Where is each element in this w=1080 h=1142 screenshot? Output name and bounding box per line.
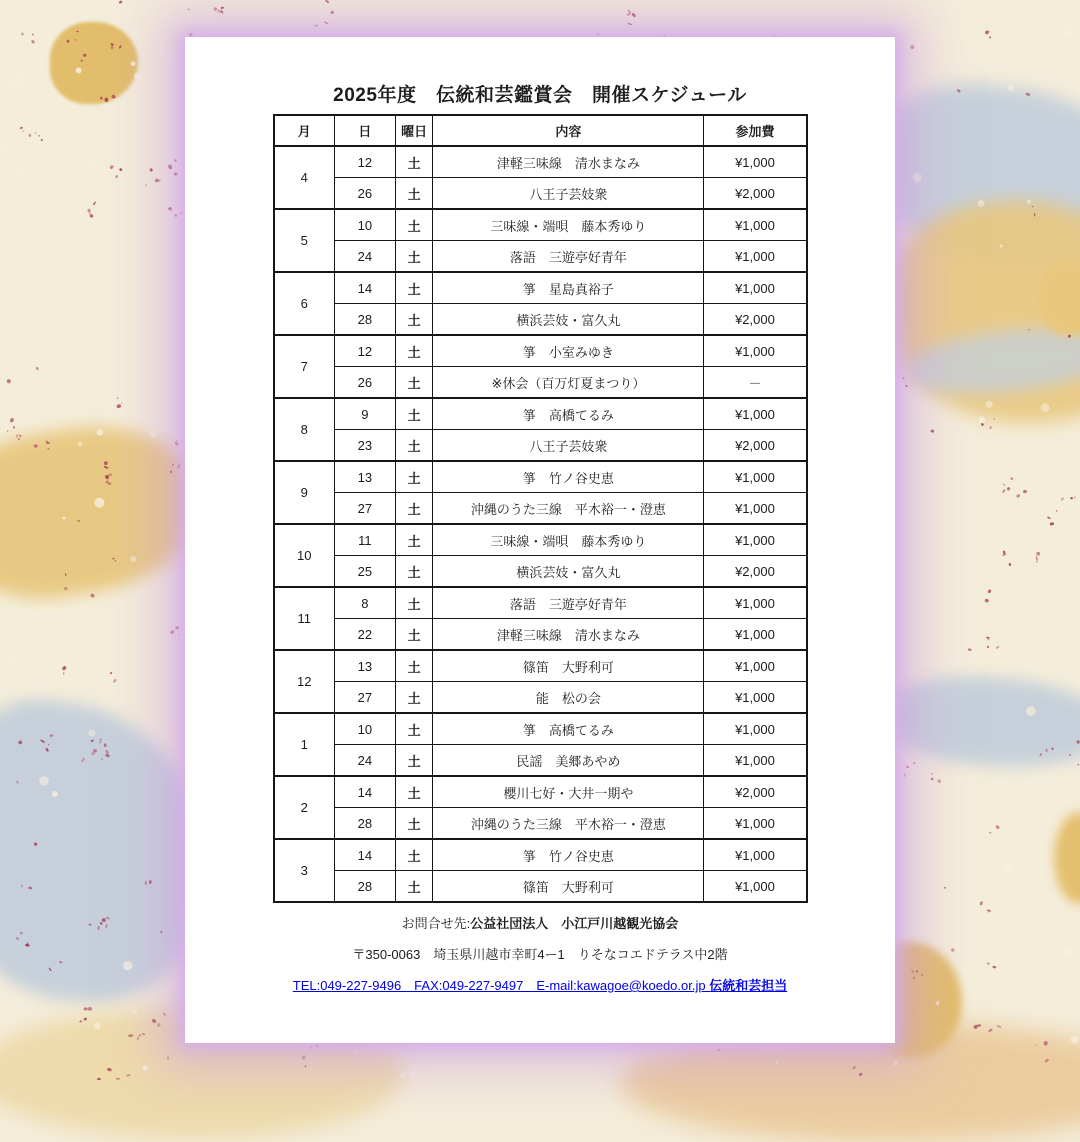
content-cell: 箏 高橋てるみ — [433, 398, 704, 430]
content-cell: 箏 竹ノ谷史恵 — [433, 461, 704, 493]
day-cell: 24 — [334, 241, 395, 273]
day-cell: 27 — [334, 493, 395, 525]
weekday-cell: 土 — [395, 871, 433, 903]
weekday-cell: 土 — [395, 650, 433, 682]
fee-cell: ¥1,000 — [704, 146, 807, 178]
content-cell: 篠笛 大野利可 — [433, 650, 704, 682]
weekday-cell: 土 — [395, 776, 433, 808]
content-cell: 三味線・端唄 藤本秀ゆり — [433, 524, 704, 556]
weekday-cell: 土 — [395, 272, 433, 304]
fee-cell: ¥1,000 — [704, 713, 807, 745]
day-cell: 24 — [334, 745, 395, 777]
address-line: 〒350-0063 埼玉県川越市幸町4ー1 りそなコエドテラス中2階 — [185, 945, 895, 964]
day-cell: 10 — [334, 209, 395, 241]
month-cell: 9 — [274, 461, 335, 524]
content-cell: 落語 三遊亭好青年 — [433, 587, 704, 619]
weekday-cell: 土 — [395, 682, 433, 714]
day-cell: 28 — [334, 808, 395, 840]
content-cell: 落語 三遊亭好青年 — [433, 241, 704, 273]
weekday-cell: 土 — [395, 241, 433, 273]
fee-cell: ¥2,000 — [704, 430, 807, 462]
content-cell: 箏 高橋てるみ — [433, 713, 704, 745]
table-row — [274, 304, 807, 336]
fee-cell: ¥1,000 — [704, 493, 807, 525]
weekday-cell: 土 — [395, 304, 433, 336]
day-cell: 11 — [334, 524, 395, 556]
month-cell: 1 — [274, 713, 335, 776]
table-row — [274, 808, 807, 840]
fee-cell: ¥1,000 — [704, 272, 807, 304]
weekday-cell: 土 — [395, 745, 433, 777]
fee-cell: ¥2,000 — [704, 556, 807, 588]
day-cell: 28 — [334, 304, 395, 336]
month-cell: 6 — [274, 272, 335, 335]
table-row — [274, 461, 807, 493]
table-row — [274, 272, 807, 304]
weekday-cell: 土 — [395, 178, 433, 210]
table-row — [274, 335, 807, 367]
fee-cell: ¥1,000 — [704, 524, 807, 556]
table-row — [274, 209, 807, 241]
content-cell: 横浜芸妓・富久丸 — [433, 304, 704, 336]
content-cell: 横浜芸妓・富久丸 — [433, 556, 704, 588]
schedule-table — [273, 114, 808, 903]
month-cell: 4 — [274, 146, 335, 209]
contact-label: お問合せ先: — [402, 916, 471, 931]
fee-cell: ¥1,000 — [704, 587, 807, 619]
day-cell: 14 — [334, 839, 395, 871]
day-cell: 27 — [334, 682, 395, 714]
fee-cell: ¥2,000 — [704, 304, 807, 336]
content-cell: 津軽三味線 清水まなみ — [433, 146, 704, 178]
month-cell: 8 — [274, 398, 335, 461]
table-row — [274, 871, 807, 903]
weekday-cell: 土 — [395, 209, 433, 241]
table-row — [274, 178, 807, 210]
fee-cell: ¥1,000 — [704, 619, 807, 651]
fee-cell: ¥1,000 — [704, 209, 807, 241]
table-row — [274, 556, 807, 588]
fee-cell: ¥2,000 — [704, 178, 807, 210]
content-cell: 沖縄のうた三線 平木裕一・澄恵 — [433, 808, 704, 840]
table-row — [274, 241, 807, 273]
table-row — [274, 839, 807, 871]
content-cell: 沖縄のうた三線 平木裕一・澄恵 — [433, 493, 704, 525]
table-row — [274, 398, 807, 430]
fee-cell: ¥1,000 — [704, 650, 807, 682]
table-row — [274, 146, 807, 178]
table-row — [274, 524, 807, 556]
day-cell: 12 — [334, 146, 395, 178]
day-cell: 10 — [334, 713, 395, 745]
table-row — [274, 587, 807, 619]
table-row — [274, 713, 807, 745]
contact-link-text: TEL:049-227-9496 FAX:049-227-9497 E-mail:kawagoe@koedo.or.jp — [293, 978, 709, 993]
table-row — [274, 776, 807, 808]
day-cell: 13 — [334, 461, 395, 493]
table-row — [274, 682, 807, 714]
month-cell: 10 — [274, 524, 335, 587]
contact-line — [185, 914, 895, 933]
table-row — [274, 619, 807, 651]
day-cell: 25 — [334, 556, 395, 588]
weekday-cell: 土 — [395, 524, 433, 556]
day-cell: 23 — [334, 430, 395, 462]
day-cell: 13 — [334, 650, 395, 682]
month-cell: 3 — [274, 839, 335, 902]
fee-cell: ¥1,000 — [704, 839, 807, 871]
fee-cell: ¥1,000 — [704, 745, 807, 777]
table-header-row — [274, 115, 807, 146]
weekday-cell: 土 — [395, 556, 433, 588]
day-cell: 28 — [334, 871, 395, 903]
weekday-cell: 土 — [395, 367, 433, 399]
weekday-cell: 土 — [395, 398, 433, 430]
fee-cell: ¥1,000 — [704, 241, 807, 273]
content-cell: 八王子芸妓衆 — [433, 430, 704, 462]
day-cell: 14 — [334, 776, 395, 808]
fee-cell: ¥1,000 — [704, 335, 807, 367]
weekday-cell: 土 — [395, 808, 433, 840]
content-cell: ※休会（百万灯夏まつり） — [433, 367, 704, 399]
fee-cell: － — [704, 367, 807, 399]
day-cell: 14 — [334, 272, 395, 304]
content-cell: 能 松の会 — [433, 682, 704, 714]
weekday-cell: 土 — [395, 335, 433, 367]
content-cell: 箏 小室みゆき — [433, 335, 704, 367]
fee-cell: ¥1,000 — [704, 461, 807, 493]
fee-cell: ¥1,000 — [704, 808, 807, 840]
month-cell: 11 — [274, 587, 335, 650]
document-footer — [185, 914, 895, 995]
month-cell: 2 — [274, 776, 335, 839]
weekday-cell: 土 — [395, 587, 433, 619]
header-content: 内容 — [433, 115, 704, 146]
weekday-cell: 土 — [395, 430, 433, 462]
day-cell: 12 — [334, 335, 395, 367]
month-cell: 7 — [274, 335, 335, 398]
day-cell: 9 — [334, 398, 395, 430]
day-cell: 8 — [334, 587, 395, 619]
fee-cell: ¥1,000 — [704, 871, 807, 903]
contact-link-bold: 伝統和芸担当 — [709, 978, 787, 993]
content-cell: 箏 星島真裕子 — [433, 272, 704, 304]
content-cell: 櫻川七好・大井一期や — [433, 776, 704, 808]
schedule-document — [185, 37, 895, 1043]
weekday-cell: 土 — [395, 493, 433, 525]
day-cell: 22 — [334, 619, 395, 651]
header-weekday: 曜日 — [395, 115, 433, 146]
weekday-cell: 土 — [395, 619, 433, 651]
table-row — [274, 493, 807, 525]
content-cell: 八王子芸妓衆 — [433, 178, 704, 210]
content-cell: 津軽三味線 清水まなみ — [433, 619, 704, 651]
header-day: 日 — [334, 115, 395, 146]
weekday-cell: 土 — [395, 461, 433, 493]
page-title: 2025年度 伝統和芸鑑賞会 開催スケジュール — [185, 83, 895, 109]
header-month: 月 — [274, 115, 335, 146]
content-cell: 篠笛 大野利可 — [433, 871, 704, 903]
fee-cell: ¥1,000 — [704, 398, 807, 430]
table-row — [274, 367, 807, 399]
schedule-table-body — [274, 146, 807, 902]
table-row — [274, 650, 807, 682]
table-row — [274, 430, 807, 462]
month-cell: 12 — [274, 650, 335, 713]
fee-cell: ¥1,000 — [704, 682, 807, 714]
header-fee: 参加費 — [704, 115, 807, 146]
contact-link[interactable] — [185, 976, 895, 995]
weekday-cell: 土 — [395, 146, 433, 178]
fee-cell: ¥2,000 — [704, 776, 807, 808]
content-cell: 箏 竹ノ谷史恵 — [433, 839, 704, 871]
weekday-cell: 土 — [395, 839, 433, 871]
weekday-cell: 土 — [395, 713, 433, 745]
table-row — [274, 745, 807, 777]
contact-organization: 公益社団法人 小江戸川越観光協会 — [470, 916, 678, 931]
month-cell: 5 — [274, 209, 335, 272]
content-cell: 民謡 美郷あやめ — [433, 745, 704, 777]
day-cell: 26 — [334, 178, 395, 210]
day-cell: 26 — [334, 367, 395, 399]
content-cell: 三味線・端唄 藤本秀ゆり — [433, 209, 704, 241]
